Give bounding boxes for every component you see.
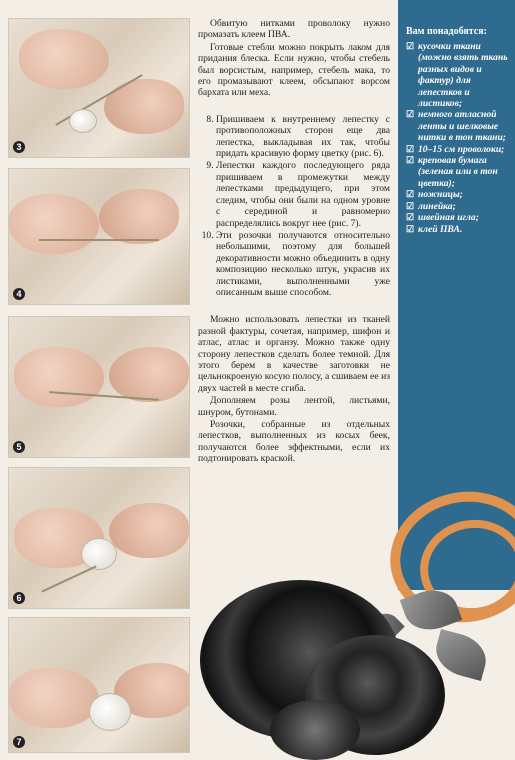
step-photo-4 [8,168,190,305]
photo-number: 5 [13,441,25,453]
paragraph: Обвитую нитками проволоку нужно промазать клеем ПВА. [198,18,390,41]
roses-photo [210,560,515,755]
instruction-text [198,18,390,466]
materials-item: ☑ немного атласной ленты и шелковые нитки в тон ткани; [406,109,507,144]
checkbox-icon: ☑ [406,189,415,200]
checkbox-icon: ☑ [406,143,415,154]
step-item: 10. Эти розочки получаются относительно небольшими, поэтому для большей декоративности можно объединить в одну композицию несколько штук, украсив их листиками, выполненными уже описанным выше способом. [216,230,390,298]
sidebar-title: Вам понадобятся: [406,26,487,37]
paragraph: Дополняем розы лентой, листьями, шнуром, бутонами. [198,395,390,418]
checkbox-icon: ☑ [406,155,415,166]
materials-item: ☑ 10–15 см проволоки; [406,143,505,155]
paragraph: Розочки, собранные из отдельных лепестков, выполненных из косых беек, получаются более эффектными, если их подтонировать краской. [198,419,390,465]
materials-item: ☑ креповая бумага (зеленая или в тон цветка); [406,155,498,189]
checkbox-icon: ☑ [406,212,415,223]
photo-number: 7 [13,736,25,748]
materials-item: ☑ кусочки ткани (можно взять ткань разных видов и фактур) для лепестков и листиков; [406,41,508,110]
step-photos [0,0,194,755]
step-photo-6 [8,467,190,609]
paragraph: Можно использовать лепестки из тканей разной фактуры, сочетая, например, шифон и атлас, атлас и органзу. Можно также одну сторону лепестков сделать более темной. Для этого берем в качестве заготовки не цельнокроеную косую полосу, а сшиваем ее из двух частей в месте сгиба. [198,314,390,394]
step-photo-3 [8,18,190,158]
checkbox-icon: ☑ [406,200,415,211]
materials-item: ☑ линейка; [406,200,456,212]
checkbox-icon: ☑ [406,223,415,234]
checkbox-icon: ☑ [406,41,415,51]
steps-list [198,114,390,299]
step-photo-7 [8,617,190,753]
checkbox-icon: ☑ [406,109,415,120]
step-photo-5 [8,316,190,458]
photo-number: 3 [13,141,25,153]
paragraph: Готовые стебли можно покрыть лаком для придания блеска. Если нужно, чтобы стебель был ворсистым, например, стебель мака, то его промазывают клеем, обсыпают ворсом бархата или меха. [198,41,390,99]
rose [270,700,360,760]
step-item: 9. Лепестки каждого последующего ряда пришиваем в промежутки между лепестками предыдущего, при этом следим, чтобы они были на одном уровне с серединой и равномерно распределялись вокруг нее (рис. 7). [216,160,390,228]
materials-item: ☑ швейная игла; [406,212,479,224]
materials-list [398,41,515,235]
materials-item: ☑ клей ПВА. [406,223,463,235]
photo-number: 6 [13,592,25,604]
photo-number: 4 [13,288,25,300]
step-item: 8. Пришиваем к внутреннему лепестку с противоположных сторон еще два лепестка, выкладывая их так, чтобы придать красивую форму цветку (рис. 6). [216,114,390,160]
materials-item: ☑ ножницы; [406,189,463,201]
